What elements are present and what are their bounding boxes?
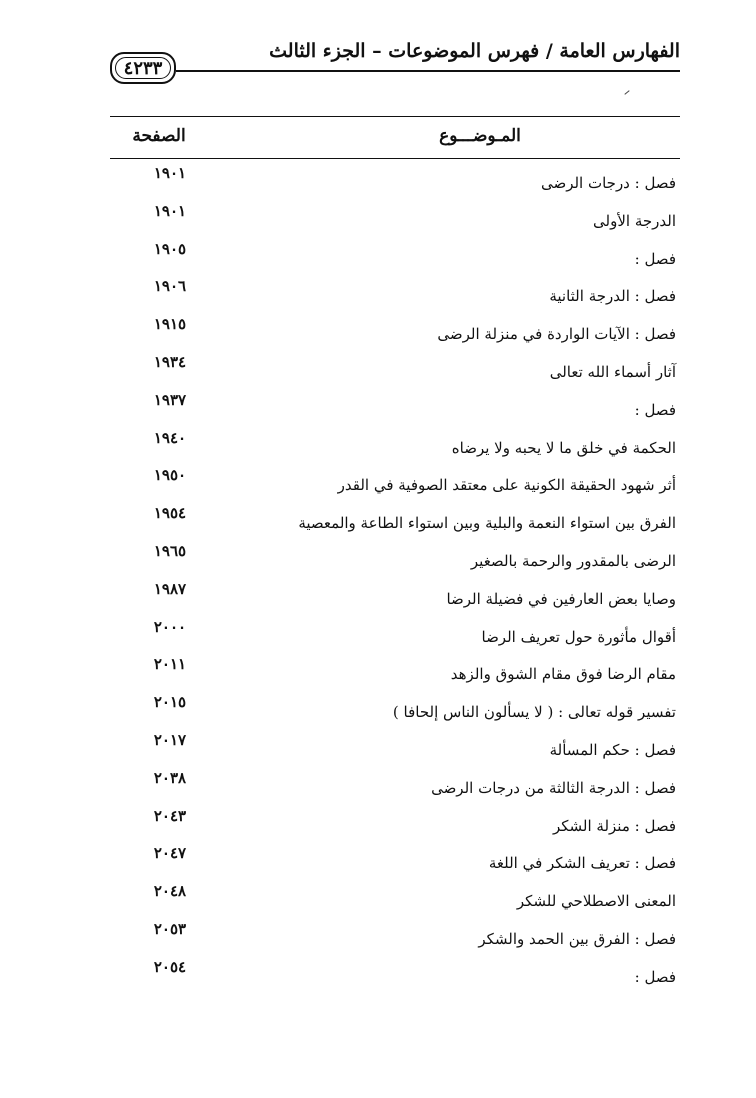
toc-topic: أثر شهود الحقيقة الكونية على معتقد الصوفية في القدر xyxy=(337,476,676,495)
toc-topic: أقوال مأثورة حول تعريف الرضا xyxy=(481,627,676,646)
toc-row xyxy=(110,275,680,313)
stray-mark xyxy=(624,90,629,95)
toc-page: ٢٠١٥ xyxy=(153,693,187,712)
toc-topic: فصل : الدرجة الثالثة من درجات الرضى xyxy=(431,778,676,797)
page-number-badge xyxy=(110,52,176,84)
toc-topic: فصل : الآيات الواردة في منزلة الرضى xyxy=(437,325,676,344)
toc-topic: فصل : xyxy=(634,400,676,419)
toc-row xyxy=(110,767,680,805)
toc-topic: فصل : الفرق بين الحمد والشكر xyxy=(478,929,676,948)
toc-page: ١٩٣٤ xyxy=(153,352,187,371)
toc-page: ٢٠٣٨ xyxy=(153,768,187,787)
toc-page: ١٩٦٥ xyxy=(153,541,187,560)
toc-topic: فصل : منزلة الشكر xyxy=(552,816,676,835)
toc-page: ١٩٥٠ xyxy=(153,466,187,485)
toc-page: ٢٠٥٣ xyxy=(153,919,187,938)
toc-topic: فصل : xyxy=(634,967,676,986)
toc-page: ١٩١٥ xyxy=(153,315,187,334)
toc-topic: المعنى الاصطلاحي للشكر xyxy=(516,892,676,911)
toc-topic: آثار أسماء الله تعالى xyxy=(549,362,676,381)
page-number: ٤٢٣٣ xyxy=(123,57,163,79)
page-column-header: الصفحة xyxy=(132,126,186,146)
toc-page: ١٩٠٥ xyxy=(153,239,187,258)
toc-row xyxy=(110,842,680,880)
toc-topic: فصل : تعريف الشكر في اللغة xyxy=(488,854,676,873)
toc-row xyxy=(110,956,680,994)
toc-page: ١٩٠١ xyxy=(153,201,187,220)
page-header xyxy=(110,40,680,86)
toc-list xyxy=(110,162,680,994)
toc-page: ٢٠٤٧ xyxy=(153,844,187,863)
toc-page: ٢٠٤٣ xyxy=(153,806,187,825)
toc-row xyxy=(110,502,680,540)
toc-topic: فصل : درجات الرضى xyxy=(540,174,676,192)
toc-page: ١٩٣٧ xyxy=(153,390,187,409)
toc-topic: مقام الرضا فوق مقام الشوق والزهد xyxy=(450,665,676,684)
toc-page: ٢٠٠٠ xyxy=(153,617,187,636)
column-header-rule xyxy=(110,158,680,159)
toc-row xyxy=(110,427,680,465)
toc-page: ٢٠٤٨ xyxy=(153,882,187,901)
toc-page: ١٩٠٦ xyxy=(153,277,187,296)
toc-row xyxy=(110,313,680,351)
running-title: الفهارس العامة / فهرس الموضوعات – الجزء الثالث xyxy=(269,40,680,62)
toc-row xyxy=(110,918,680,956)
toc-topic: وصايا بعض العارفين في فضيلة الرضا xyxy=(446,589,676,608)
topic-column-header: المـوضـــوع xyxy=(439,126,521,146)
toc-row xyxy=(110,691,680,729)
toc-topic: الفرق بين استواء النعمة والبلية وبين استواء الطاعة والمعصية xyxy=(298,514,676,533)
header-rule xyxy=(176,70,680,72)
toc-row xyxy=(110,238,680,276)
table-top-rule xyxy=(110,116,680,117)
toc-topic: فصل : xyxy=(634,249,676,268)
toc-row xyxy=(110,200,680,238)
toc-topic: الدرجة الأولى xyxy=(593,211,676,230)
toc-page: ٢٠١١ xyxy=(153,655,187,674)
toc-page: ١٩٨٧ xyxy=(153,579,187,598)
toc-topic: تفسير قوله تعالى : ( لا يسألون الناس إلحافا ) xyxy=(392,703,676,722)
toc-topic: الحكمة في خلق ما لا يحبه ولا يرضاه xyxy=(451,438,676,457)
toc-row xyxy=(110,162,680,200)
toc-row xyxy=(110,880,680,918)
toc-row xyxy=(110,464,680,502)
toc-row xyxy=(110,616,680,654)
toc-topic: الرضى بالمقدور والرحمة بالصغير xyxy=(470,551,676,570)
toc-row xyxy=(110,578,680,616)
toc-row xyxy=(110,653,680,691)
toc-page: ٢٠٥٤ xyxy=(153,957,187,976)
toc-topic: فصل : حكم المسألة xyxy=(549,740,676,759)
toc-row xyxy=(110,729,680,767)
toc-page: ١٩٤٠ xyxy=(153,428,187,447)
toc-topic: فصل : الدرجة الثانية xyxy=(549,287,676,306)
toc-page: ١٩٥٤ xyxy=(153,504,187,523)
toc-row xyxy=(110,351,680,389)
toc-row xyxy=(110,805,680,843)
toc-row xyxy=(110,389,680,427)
toc-page: ٢٠١٧ xyxy=(153,730,187,749)
toc-row xyxy=(110,540,680,578)
toc-page: ١٩٠١ xyxy=(153,164,187,182)
